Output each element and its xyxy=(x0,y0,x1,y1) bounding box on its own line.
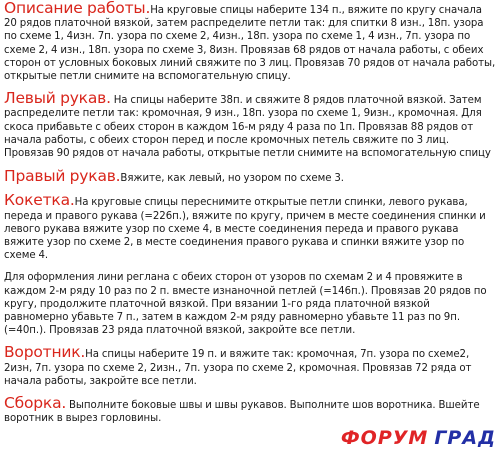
section-paragraph xyxy=(4,89,496,160)
section-heading: Воротник. xyxy=(4,343,86,362)
section-text: На спицы наберите 38п. и свяжите 8 рядов платочной вязкой. Затем распределите петли так: кромочная, 9 изн., 18п. узора по схеме 1, 9изн., кромочная. Для скоса прибавьте с обеих сторон в каждом 16-м ряду 4 раза по 1п. Провязав 88 рядов от начала работы, с обеих сторон перед и после кромочных петель свяжите по 3 лиц. Провязав 90 рядов от начала работы, открытые петли снимите на вспомогательную спицу xyxy=(4,95,491,160)
section-paragraph xyxy=(4,167,496,186)
section-yoke xyxy=(4,191,496,262)
section-paragraph xyxy=(4,271,496,337)
section-text: На круговые спицы наберите 134 п., вяжите по кругу сначала 20 рядов платочной вязкой, затем распределите петли так: для спитки 8 изн., 18п. узора по схеме 1, 4изн. 7п. узора по схеме 2, 4изн., 18п. узора по схеме 1, 4 изн., 7п. узора по схеме 2, 4 изн., 18п. узора по схеме 3, 8изн. Провязав 68 рядов от начала работы, с обеих сторон от условных боковых линий свяжите по 3 лиц. Провязав 70 рядов от начала работы, открытые петли снимите на вспомогательную спицу. xyxy=(4,5,496,83)
section-assembly xyxy=(4,394,496,425)
section-paragraph xyxy=(4,2,496,83)
section-description xyxy=(4,2,496,83)
section-right-sleeve xyxy=(4,167,496,186)
section-text: Выполните боковые швы и швы рукавов. Выполните шов воротника. Вшейте воротник в вырез горловины. xyxy=(4,400,480,425)
section-text: Для оформления лини реглана с обеих сторон от узоров по схемам 2 и 4 провяжите в каждом 2-м ряду 10 раз по 2 п. вместе изнаночной петлей (=146п.). Провязав 20 рядов по кругу, продолжите платочной вязкой. При вязании 1-го ряда платочной вязкой равномерно убавьте 7 п., затем в каждом 2-м ряду равномерно убавьте 11 раз по 9п.(=40п.). Провязав 23 ряда платочной вязкой, закройте все петли. xyxy=(4,272,487,337)
knitting-instructions xyxy=(4,2,496,425)
watermark-grad-text: ГРАД xyxy=(434,427,496,449)
section-paragraph xyxy=(4,394,496,425)
section-text: На круговые спицы переснимите открытые петли спинки, левого рукава, переда и правого рукава (=226п.), вяжите по кругу, причем в месте соединения спинки и левого рукава вяжите узор по схеме 4, в месте соединения переда и правого рукава вяжите узор по схеме 2, в месте соединения правого рукава и спинки вяжите узор по схеме 4. xyxy=(4,197,486,262)
section-paragraph xyxy=(4,343,496,388)
section-heading: Правый рукав. xyxy=(4,167,121,186)
section-text: На спицы наберите 19 п. и вяжите так: кромочная, 7п. узора по схеме2, 2изн, 7п. узора по схеме 2, 2изн., 7п. узора по схеме 2, кромочная. Провязав 72 ряда от начала работы, закройте все петли. xyxy=(4,349,472,387)
section-left-sleeve xyxy=(4,89,496,160)
forum-grad-watermark xyxy=(341,427,496,449)
section-heading: Левый рукав. xyxy=(4,89,111,108)
section-heading: Сборка. xyxy=(4,394,67,413)
section-paragraph xyxy=(4,191,496,262)
section-raglan xyxy=(4,271,496,337)
section-text: Вяжите, как левый, но узором по схеме 3. xyxy=(120,173,344,185)
section-collar xyxy=(4,343,496,388)
watermark-forum-text: ФОРУМ xyxy=(340,427,429,449)
section-heading: Описание работы. xyxy=(4,0,151,17)
section-heading: Кокетка. xyxy=(4,191,75,210)
